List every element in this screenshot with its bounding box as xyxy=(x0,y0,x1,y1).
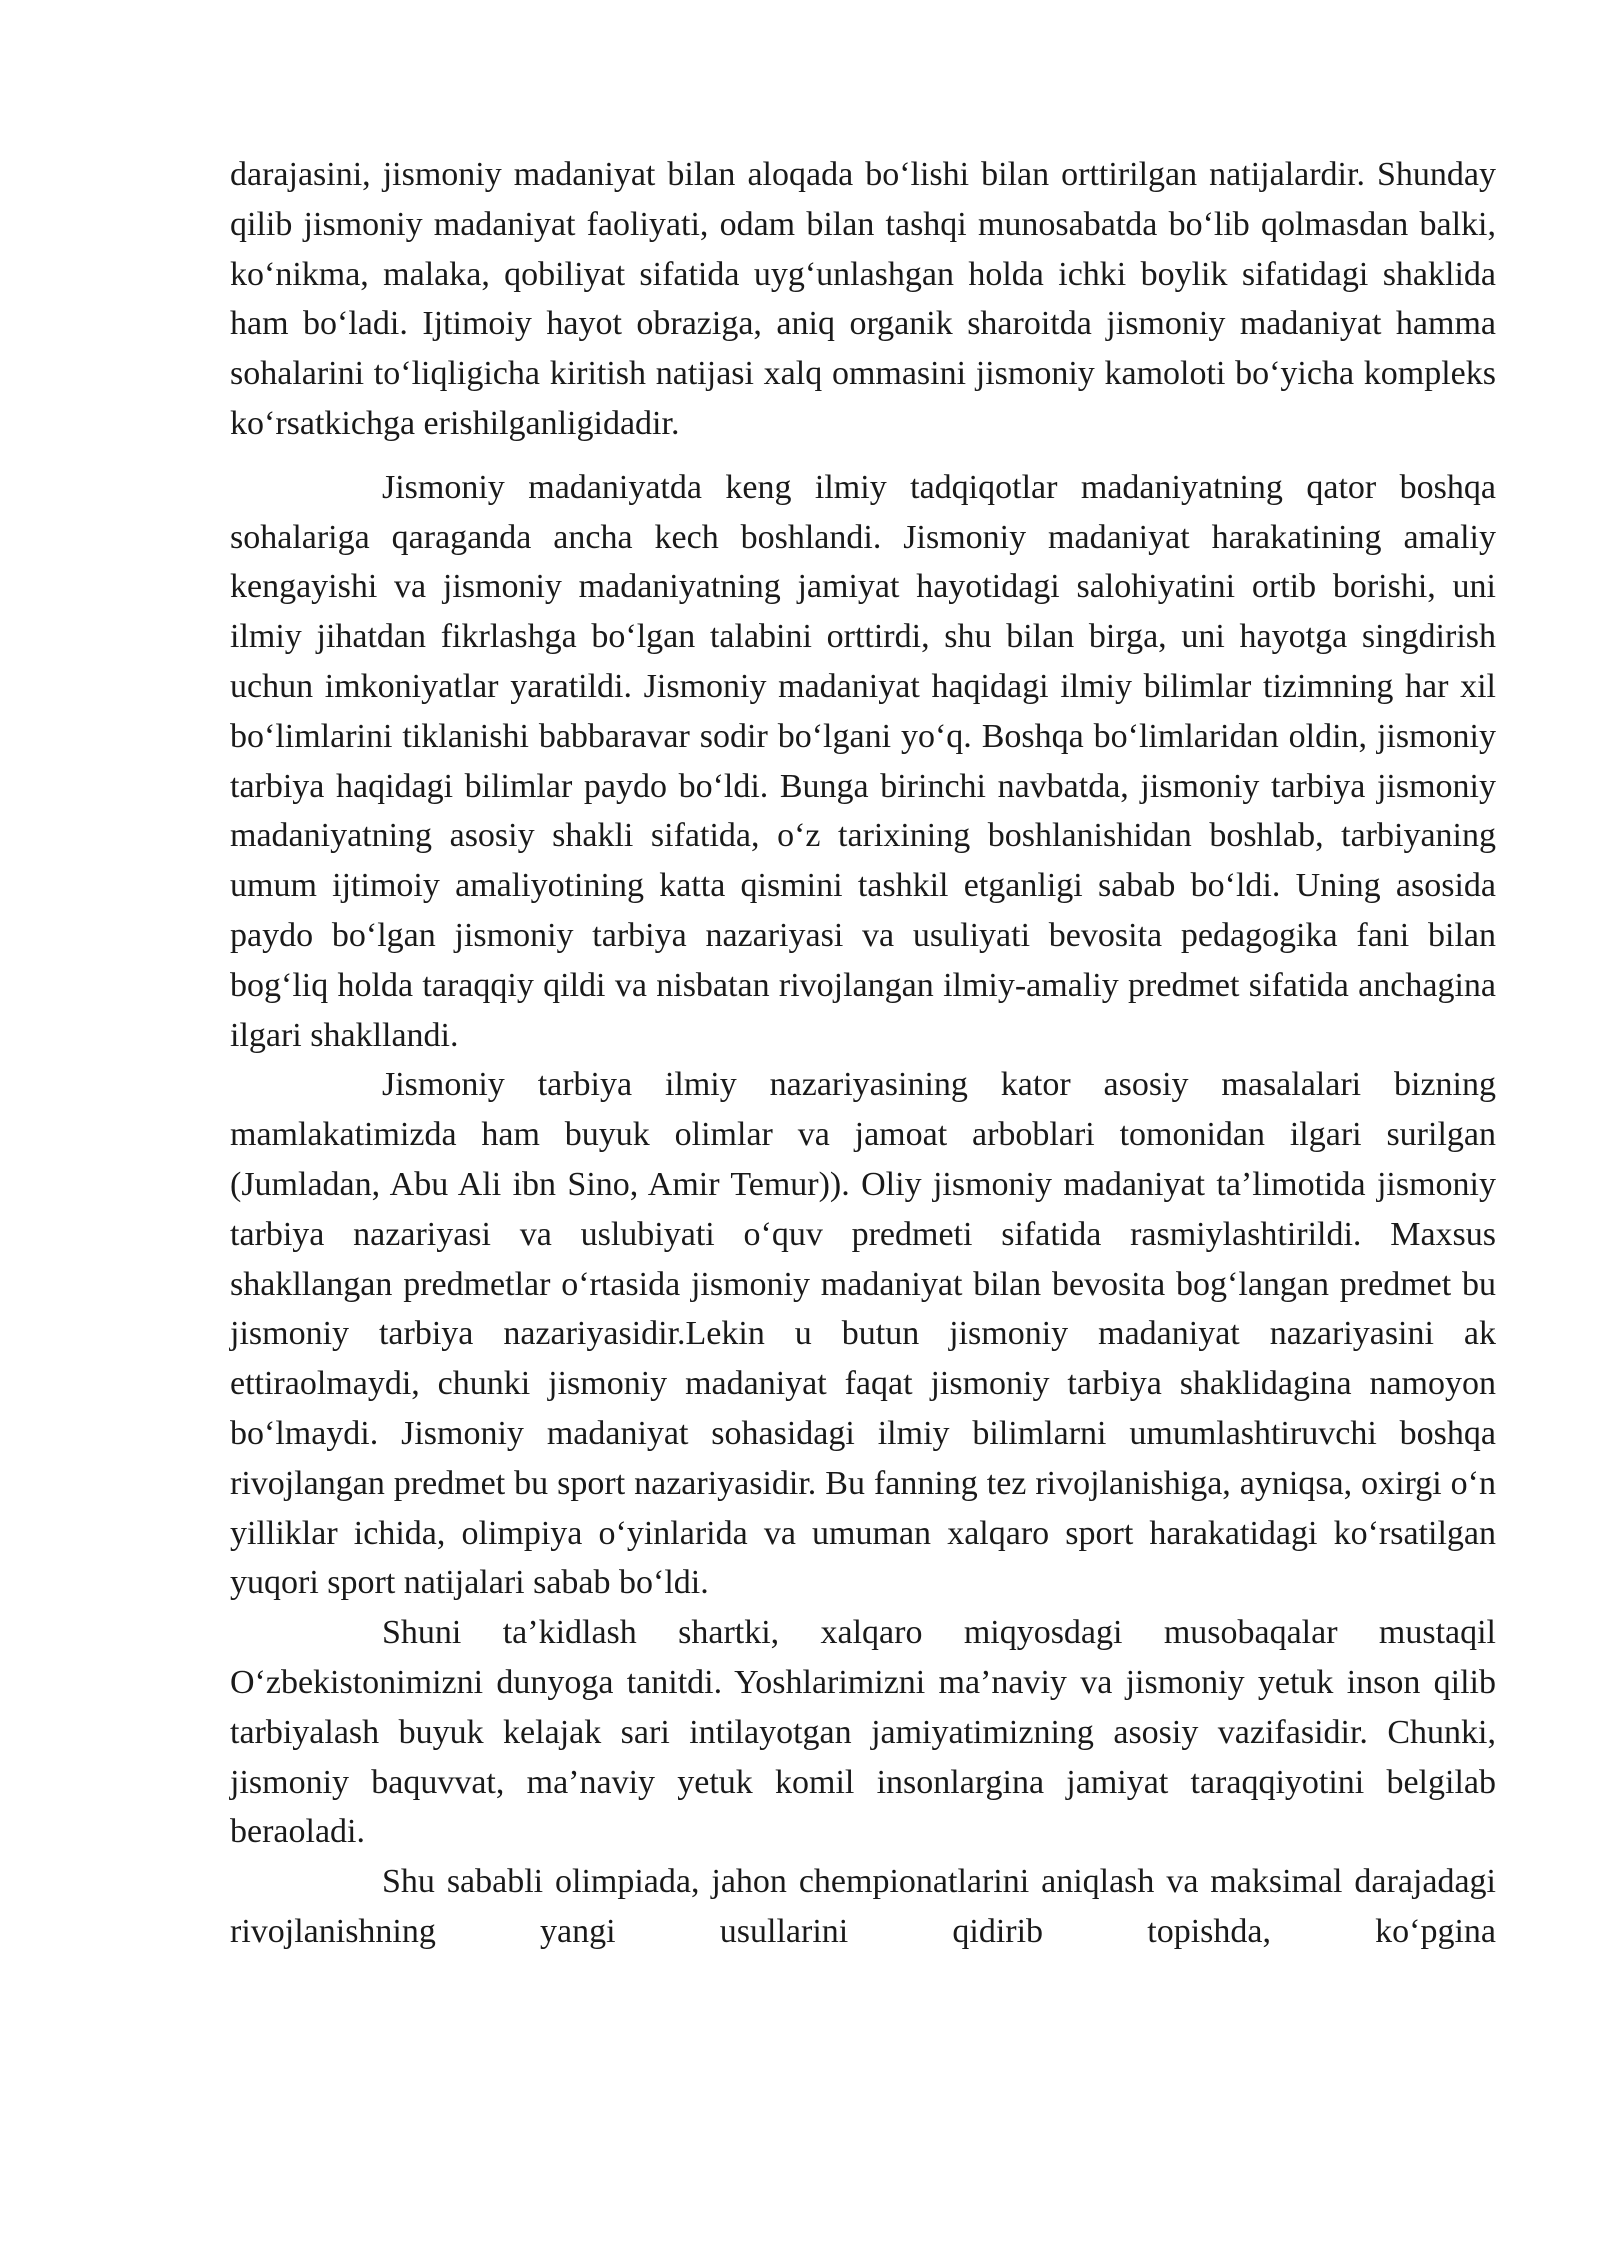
paragraph-physical-education-theory: Jismoniy tarbiya ilmiy nazariyasining kator asosiy masalalari bizning mamlakatimizda ham buyuk olimlar va jamoat arboblari tomonidan ilgari surilgan (Jumladan, Abu Ali ibn Sino, Amir Temur)). Oliy jismoniy madaniyat ta’limotida jismoniy tarbiya nazariyasi va uslubiyati o‘quv predmeti sifatida rasmiylashtirildi. Maxsus shakllangan predmetlar o‘rtasida jismoniy madaniyat bilan bevosita bog‘langan predmet bu jismoniy tarbiya nazariyasidir.Lekin u butun jismoniy madaniyat nazariyasini ak ettiraolmaydi, chunki jismoniy madaniyat faqat jismoniy tarbiya shaklidagina namoyon bo‘lmaydi. Jismoniy madaniyat sohasidagi ilmiy bilimlarni umumlashtiruvchi boshqa rivojlangan predmet bu sport nazariyasidir. Bu fanning tez rivojlanishiga, ayniqsa, oxirgi o‘n yilliklar ichida, olimpiya o‘yinlarida va umuman xalqaro sport harakatidagi ko‘rsatilgan yuqori sport natijalari sabab bo‘ldi. xyxy=(230,1066,1496,1602)
paragraph-research-history: Jismoniy madaniyatda keng ilmiy tadqiqotlar madaniyatning qator boshqa sohalariga qaraganda ancha kech boshlandi. Jismoniy madaniyat harakatining amaliy kengayishi va jismoniy madaniyatning jamiyat hayotidagi salohiyatini ortib borishi, uni ilmiy jihatdan fikrlashga bo‘lgan talabini orttirdi, shu bilan birga, uni hayotga singdirish uchun imkoniyatlar yaratildi. Jismoniy madaniyat haqidagi ilmiy bilimlar tizimning har xil bo‘limlarini tiklanishi babbaravar sodir bo‘lgani yo‘q. Boshqa bo‘limlaridan oldin, jismoniy tarbiya haqidagi bilimlar paydo bo‘ldi. Bunga birinchi navbatda, jismoniy tarbiya jismoniy madaniyatning asosiy shakli sifatida, o‘z tarixining boshlanishidan boshlab, tarbiyaning umum ijtimoiy amaliyotining katta qismini tashkil etganligi sabab bo‘ldi. Uning asosida paydo bo‘lgan jismoniy tarbiya nazariyasi va usuliyati bevosita pedagogika fani bilan bog‘liq holda taraqqiy qildi va nisbatan rivojlangan ilmiy-amaliy predmet sifatida anchagina ilgari shakllandi. xyxy=(230,468,1496,1054)
paragraph-international-competitions: Shuni ta’kidlash shartki, xalqaro miqyosdagi musobaqalar mustaqil O‘zbekistonimizni dunyoga tanitdi. Yoshlarimizni ma’naviy va jismoniy yetuk inson qilib tarbiyalash buyuk kelajak sari intilayotgan jamiyatimizning asosiy vazifasidir. Chunki, jismoniy baquvvat, ma’naviy yetuk komil insonlargina jamiyat taraqqiyotini belgilab beraoladi. xyxy=(230,1614,1496,1851)
document-page xyxy=(230,150,1496,1957)
paragraph-continuation: darajasini, jismoniy madaniyat bilan aloqada bo‘lishi bilan orttirilgan natijalardir. Shunday qilib jismoniy madaniyat faoliyati, odam bilan tashqi munosabatda bo‘lib qolmasdan balki, ko‘nikma, malaka, qobiliyat sifatida uyg‘unlashgan holda ichki boylik sifatidagi shaklida ham bo‘ladi. Ijtimoiy hayot obraziga, aniq organik sharoitda jismoniy madaniyat hamma sohalarini to‘liqligicha kiritish natijasi xalq ommasini jismoniy kamoloti bo‘yicha kompleks ko‘rsatkichga erishilganligidadir. xyxy=(230,156,1496,442)
paragraph-olympiad: Shu sababli olimpiada, jahon chempionatlarini aniqlash va maksimal darajadagi rivojlanishning yangi usullarini qidirib topishda, ko‘pgina xyxy=(230,1863,1496,1950)
